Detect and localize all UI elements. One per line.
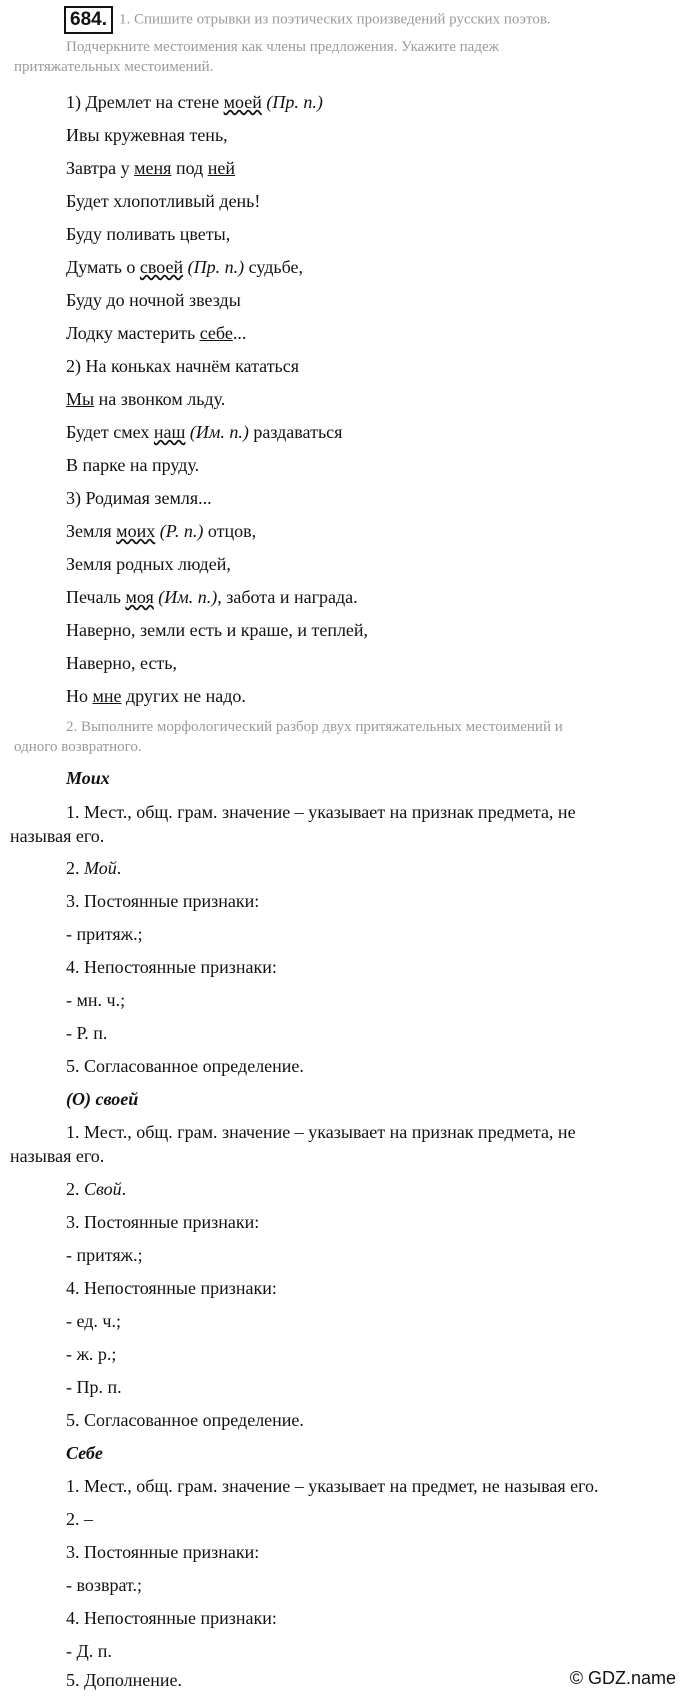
task-header [0, 6, 700, 34]
analysis-line: - притяж.; [66, 1245, 143, 1265]
pronoun: Мы [66, 389, 95, 409]
poem-line: Лодку мастерить себе... [66, 323, 247, 343]
analysis-line: 2. Мой. [66, 858, 122, 878]
analysis-line: - Пр. п. [66, 1377, 122, 1397]
pronoun: себе [199, 323, 233, 343]
poem-line: Будет хлопотливый день! [66, 191, 261, 211]
analysis-line: 4. Непостоянные признаки: [66, 957, 277, 977]
poem-line: Наверно, земли есть и краше, и теплей, [66, 620, 369, 640]
poem-line: Печаль моя (Им. п.), забота и награда. [66, 587, 358, 607]
analysis-heading: Моих [66, 768, 110, 788]
analysis-line: 5. Дополнение. [66, 1670, 183, 1690]
analysis-heading: Себе [66, 1443, 103, 1463]
poem-line: Мы на звонком льду. [66, 389, 226, 409]
analysis-heading: (О) своей [66, 1089, 139, 1109]
analysis-line: 3. Постоянные признаки: [66, 1542, 260, 1562]
analysis-line: называя его. [10, 1146, 105, 1166]
pronoun: наш [153, 422, 186, 442]
pronoun: моей [223, 92, 262, 112]
analysis-line: 3. Постоянные признаки: [66, 891, 260, 911]
poem-line: Буду поливать цветы, [66, 224, 231, 244]
poem-line: В парке на пруду. [66, 455, 200, 475]
analysis-line: - Д. п. [66, 1641, 112, 1661]
poem-line: Земля моих (Р. п.) отцов, [66, 521, 257, 541]
poem-line: 3) Родимая земля... [66, 488, 212, 508]
pronoun: меня [134, 158, 172, 178]
analysis-line: 1. Мест., общ. грам. значение – указывает на предмет, не называя его. [66, 1476, 599, 1496]
analysis-line: 1. Мест., общ. грам. значение – указывает на признак предмета, не [66, 802, 576, 822]
analysis-line: 5. Согласованное определение. [66, 1056, 304, 1076]
analysis-line: 4. Непостоянные признаки: [66, 1278, 277, 1298]
instruction-line-2: притяжательных местоимений. [14, 59, 214, 75]
analysis-line: 3. Постоянные признаки: [66, 1212, 260, 1232]
pronoun: моя [125, 587, 154, 607]
poem-line: Будет смех наш (Им. п.) раздаваться [66, 422, 343, 442]
analysis-line: 2. Свой. [66, 1179, 127, 1199]
poem-line: Но мне других не надо. [66, 686, 246, 706]
pronoun: ней [207, 158, 235, 178]
pronoun: моих [116, 521, 156, 541]
analysis-line: - ж. р.; [66, 1344, 117, 1364]
task-title: 1. Спишите отрывки из поэтических произведений русских поэтов. [118, 11, 551, 28]
task-number: 684. [64, 6, 113, 34]
poem-line: Ивы кружевная тень, [66, 125, 228, 145]
analysis-line: - Р. п. [66, 1023, 108, 1043]
poem-line: Завтра у меня под ней [66, 158, 235, 178]
analysis-line: называя его. [10, 826, 105, 846]
poem-line: Наверно, есть, [66, 653, 178, 673]
poem-line: Земля родных людей, [66, 554, 231, 574]
poem-line: Буду до ночной звезды [66, 290, 241, 310]
analysis-line: 2. – [66, 1509, 93, 1529]
pronoun: своей [139, 257, 184, 277]
poem-line: 2) На коньках начнём кататься [66, 356, 300, 376]
analysis-line: 4. Непостоянные признаки: [66, 1608, 277, 1628]
poem-line: Думать о своей (Пр. п.) судьбе, [66, 257, 304, 277]
instruction-line-1: Подчеркните местоимения как члены предложения. Укажите падеж [66, 39, 499, 55]
instruction-line-4: одного возвратного. [14, 739, 142, 755]
watermark-brand: © GDZ.name [569, 1668, 676, 1688]
analysis-line: - ед. ч.; [66, 1311, 121, 1331]
instruction-line-3: 2. Выполните морфологический разбор двух притяжательных местоимений и [66, 719, 563, 735]
analysis-line: - возврат.; [66, 1575, 143, 1595]
analysis-line: - притяж.; [66, 924, 143, 944]
analysis-line: 5. Согласованное определение. [66, 1410, 304, 1430]
analysis-line: - мн. ч.; [66, 990, 126, 1010]
poem-line: 1) Дремлет на стене моей (Пр. п.) [66, 92, 323, 112]
pronoun: мне [92, 686, 122, 706]
analysis-line: 1. Мест., общ. грам. значение – указывает на признак предмета, не [66, 1122, 576, 1142]
